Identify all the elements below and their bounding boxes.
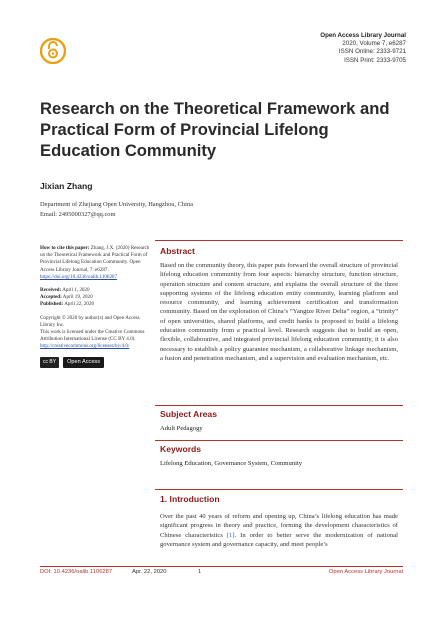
footer-page-number: 1 bbox=[198, 569, 202, 575]
license-badges bbox=[40, 357, 152, 368]
author-name: Jixian Zhang bbox=[40, 181, 93, 191]
citation-sidebar bbox=[40, 245, 152, 368]
published-label: Published: bbox=[40, 301, 64, 308]
footer-date: Apr. 22, 2020 bbox=[132, 569, 167, 575]
copyright-text: Copyright © 2020 by author(s) and Open Access Library Inc. bbox=[40, 314, 140, 328]
dates-block bbox=[40, 287, 152, 309]
introduction-text bbox=[160, 512, 398, 549]
cite-label: How to cite this paper: bbox=[40, 245, 90, 251]
journal-volume: 2020, Volume 7, e6287 bbox=[342, 40, 406, 48]
accepted-date: April 19, 2020 bbox=[62, 294, 93, 301]
cite-text: Zhang, J.X. (2020) Research on the Theoretical Framework and Practical Form of Provincial Lifelong Education Community. Open Access Library Journal, 7: e6287. bbox=[40, 245, 150, 273]
subject-areas-heading: Subject Areas bbox=[160, 409, 217, 419]
footer-journal: Open Access Library Journal bbox=[328, 569, 403, 575]
paper-title: Research on the Theoretical Framework and Practical Form of Provincial Lifelong Education Community bbox=[40, 99, 390, 160]
issn-print: ISSN Print: 2333-9705 bbox=[344, 56, 406, 64]
received-date: April 1, 2020 bbox=[62, 287, 90, 294]
author-email[interactable]: Email: 2495000327@qq.com bbox=[40, 210, 116, 218]
issn-online: ISSN Online: 2333-9721 bbox=[338, 48, 406, 56]
keywords-value: Lifelong Education, Governance System, Community bbox=[160, 460, 303, 467]
keywords-heading: Keywords bbox=[160, 444, 202, 454]
affiliation: Department of Zhejiang Open University, Hangzhou, China bbox=[40, 201, 193, 208]
cite-doi-link[interactable]: https://doi.org/10.4236/oalib.1106287 bbox=[40, 273, 118, 280]
subject-rule bbox=[155, 405, 403, 406]
footer-rule bbox=[40, 566, 403, 567]
published-date: April 22, 2020 bbox=[64, 301, 95, 308]
citation-block bbox=[40, 245, 152, 281]
abstract-text: Based on the community theory, this paper puts forward the overall structure of provincial lifelong education community from four aspects: hierarchy structure, function structure, operation structure and content structure, and explains the overall structure of the three supporting systems of the lifelong education entity community, learning platform and resource community, and learning achievement certification and transformation community. Based on the exploration of China’s “Yangtze River Delta” region, a “trinity” of open universities, shared platforms, and credit banks is proposed to build a lifelong education community from a practical level. Research suggests that to build an open, flexible, collaborative, and integrated provincial lifelong education community, it is also necessary to establish a policy guarantee mechanism, a collaborative linkage mechanism, a fusion and penetration mechanism, and a supervision and evaluation mechanism, etc. bbox=[160, 262, 398, 362]
reference-link[interactable]: [1] bbox=[226, 531, 235, 539]
footer-doi: DOI: 10.4236/oalib.1106287 bbox=[40, 569, 113, 575]
intro-text-part2: . In order to better serve the modernization of national governance system and governance capacity, and meet people’s bbox=[160, 531, 399, 548]
author-affiliation-block bbox=[40, 200, 193, 219]
license-link[interactable]: http://creativecommons.org/licenses/by/4.0/ bbox=[40, 343, 130, 350]
journal-name: Open Access Library Journal bbox=[320, 32, 406, 39]
open-access-badge: Open Access bbox=[63, 357, 104, 368]
journal-info bbox=[320, 32, 406, 65]
intro-text-part1: Over the past 40 years of reform and opening up, China’s lifelong education has made significant progress in theory and practice, forming the development characteristics of Chinese characteristics bbox=[160, 513, 398, 539]
abstract-rule bbox=[155, 240, 403, 241]
license-text: This work is licensed under the Creative Commons Attribution International License (CC BY 4.0). bbox=[40, 329, 145, 343]
abstract-heading: Abstract bbox=[160, 246, 195, 256]
oalib-logo-icon bbox=[40, 38, 66, 64]
introduction-heading: 1. Introduction bbox=[160, 494, 220, 504]
cc-by-badge[interactable]: cc BY bbox=[40, 357, 59, 368]
received-label: Received: bbox=[40, 287, 62, 294]
intro-rule bbox=[155, 489, 403, 490]
keywords-rule bbox=[155, 440, 403, 441]
license-block bbox=[40, 315, 152, 351]
subject-areas-value: Adult Pedagogy bbox=[160, 425, 203, 432]
accepted-label: Accepted: bbox=[40, 294, 62, 301]
